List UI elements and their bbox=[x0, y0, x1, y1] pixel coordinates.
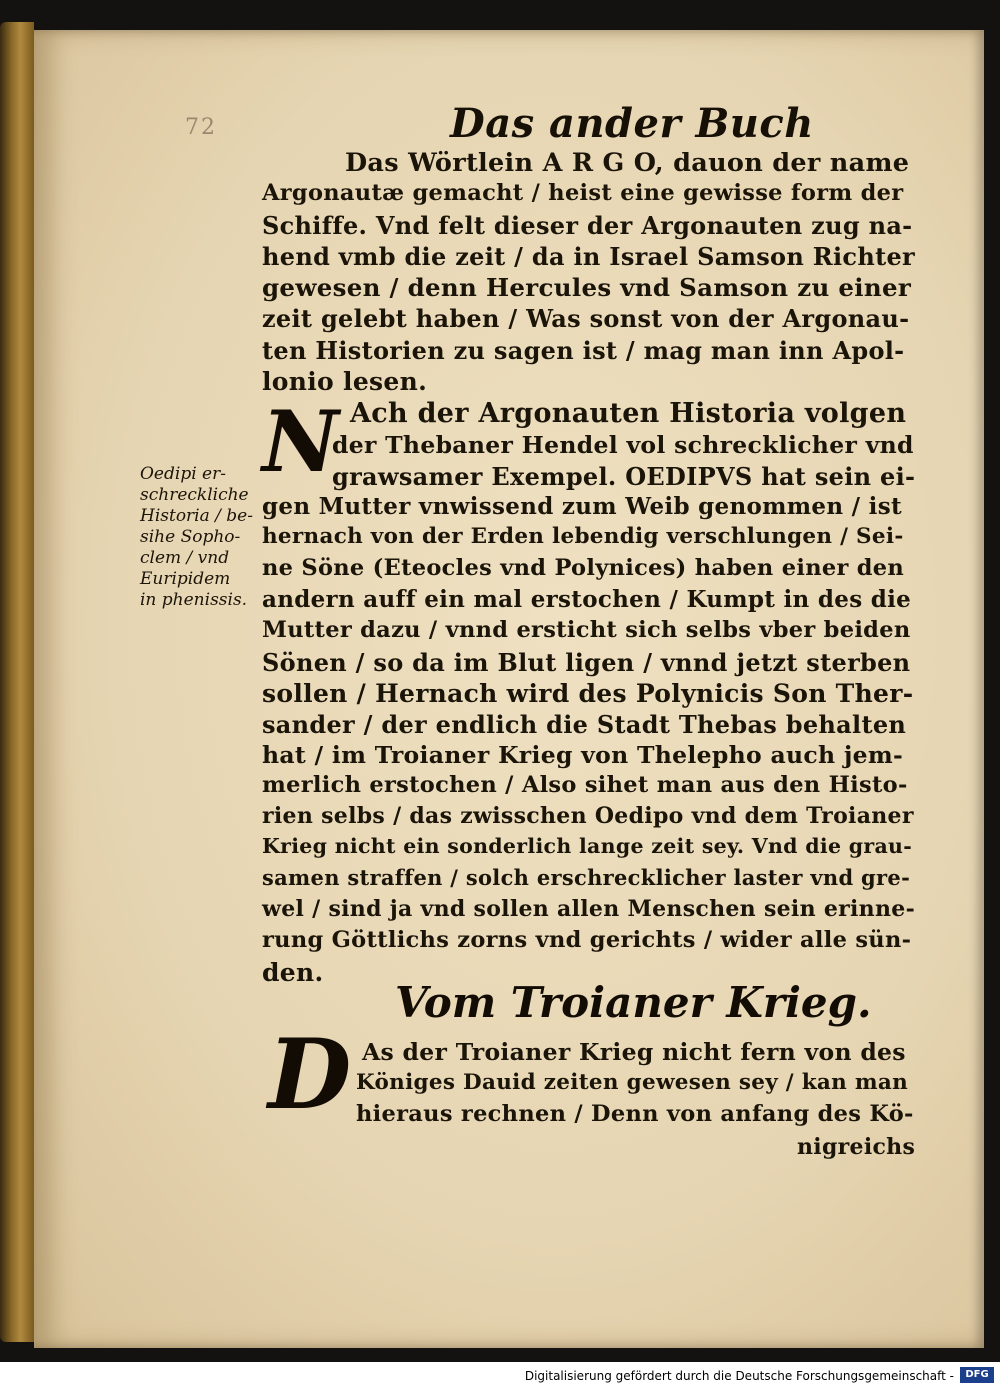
drop-cap-initial: D bbox=[268, 1018, 352, 1131]
text-line: gen Mutter vnwissend zum Weib genommen / ist bbox=[262, 493, 902, 520]
text-line: samen straffen / solch erschrecklicher laster vnd gre- bbox=[262, 865, 911, 890]
text-line: Argonautæ gemacht / heist eine gewisse form der bbox=[262, 180, 904, 206]
text-line: As der Troianer Krieg nicht fern von des bbox=[362, 1038, 906, 1066]
text-line: merlich erstochen / Also sihet man aus den Histo- bbox=[262, 772, 908, 798]
text-line: hernach von der Erden lebendig verschlungen / Sei- bbox=[262, 524, 904, 549]
dfg-logo: DFG bbox=[960, 1367, 994, 1383]
text-line: ne Söne (Eteocles vnd Polynices) haben einer den bbox=[262, 555, 905, 581]
text-line: ten Historien zu sagen ist / mag man inn Apol- bbox=[262, 336, 905, 365]
text-line: Königes Dauid zeiten gewesen sey / kan man bbox=[356, 1070, 909, 1095]
text-line: wel / sind ja vnd sollen allen Menschen sein erinne- bbox=[262, 896, 915, 922]
book-page-edge bbox=[0, 22, 34, 1342]
marginal-note-line: clem / vnd bbox=[140, 548, 230, 568]
text-line: Krieg nicht ein sonderlich lange zeit sey. Vnd die grau- bbox=[262, 834, 913, 858]
text-line: rien selbs / das zwisschen Oedipo vnd dem Troianer bbox=[262, 803, 914, 829]
marginal-note-line: schreckliche bbox=[140, 485, 249, 505]
running-header: Das ander Buch bbox=[450, 100, 814, 147]
section-title: Vom Troianer Krieg. bbox=[395, 978, 872, 1027]
text-line: Sönen / so da im Blut ligen / vnnd jetzt sterben bbox=[262, 648, 911, 677]
marginal-note-line: Oedipi er- bbox=[140, 464, 226, 484]
marginal-note-line: sihe Sopho- bbox=[140, 527, 241, 547]
text-line: hend vmb die zeit / da in Israel Samson Richter bbox=[262, 242, 915, 271]
text-line: zeit gelebt haben / Was sonst von der Argonau- bbox=[262, 304, 910, 333]
text-line: hat / im Troianer Krieg von Thelepho auch jem- bbox=[262, 741, 904, 769]
text-line: sander / der endlich die Stadt Thebas behalten bbox=[262, 710, 907, 739]
text-line: Das Wörtlein A R G O, dauon der name bbox=[345, 148, 910, 178]
text-line: hieraus rechnen / Denn von anfang des Kö- bbox=[356, 1101, 914, 1127]
text-line: sollen / Hernach wird des Polynicis Son Ther- bbox=[262, 679, 914, 708]
footer-bar bbox=[0, 1362, 1000, 1390]
text-line: Mutter dazu / vnnd ersticht sich selbs vber beiden bbox=[262, 617, 911, 643]
text-line: gewesen / denn Hercules vnd Samson zu einer bbox=[262, 273, 912, 302]
text-line: grawsamer Exempel. OEDIPVS hat sein ei- bbox=[332, 462, 916, 491]
text-line: der Thebaner Hendel vol schrecklicher vnd bbox=[332, 431, 914, 459]
catchword: nigreichs bbox=[797, 1134, 916, 1160]
text-line: den. bbox=[262, 958, 324, 987]
text-line: rung Göttlichs zorns vnd gerichts / wider alle sün- bbox=[262, 927, 912, 953]
text-line: lonio lesen. bbox=[262, 367, 428, 396]
drop-cap-initial: N bbox=[262, 392, 339, 491]
text-line: andern auff ein mal erstochen / Kumpt in des die bbox=[262, 586, 912, 613]
text-line: Schiffe. Vnd felt dieser der Argonauten zug na- bbox=[262, 211, 913, 240]
marginal-note-line: Euripidem bbox=[140, 569, 231, 589]
footer-credit: Digitalisierung gefördert durch die Deutsche Forschungsgemeinschaft - bbox=[524, 1369, 954, 1383]
stray-page-mark: 72 bbox=[185, 115, 217, 140]
marginal-note-line: in phenissis. bbox=[140, 590, 248, 610]
text-line: Ach der Argonauten Historia volgen bbox=[350, 398, 907, 429]
marginal-note-line: Historia / be- bbox=[140, 506, 253, 526]
